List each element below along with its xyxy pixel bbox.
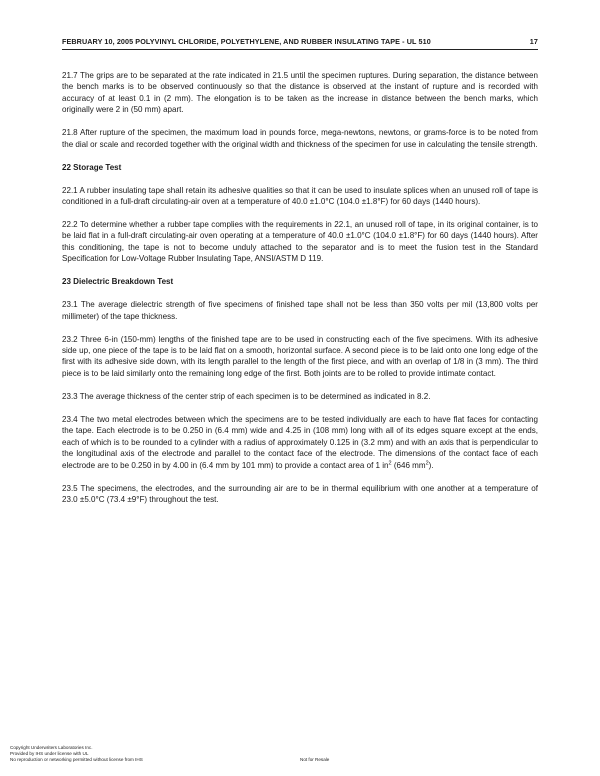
paragraph-23-5: 23.5 The specimens, the electrodes, and the surrounding air are to be in thermal equilibrium with one another at a temperature of 23.0 ±5.0°C (73.4 ±9°F) throughout the test. — [62, 483, 538, 504]
paragraph-22-2: 22.2 To determine whether a rubber tape complies with the requirements in 22.1, an unused roll of tape, in its original container, is to be laid flat in a full-draft circulating-air oven operating at a temperature of 40.0 ±1.0°C (104.0 ±1.8°F) for 60 days (1440 hours). After this conditioning, the tape is not to become unduly attached to the separator and is to meet the fusion test in the Standard Specification for Low-Voltage Rubber Insulating Tape, ANSI/ASTM D 119. — [62, 220, 538, 264]
header-title: FEBRUARY 10, 2005 POLYVINYL CHLORIDE, POLYETHYLENE, AND RUBBER INSULATING TAPE - UL 510 — [62, 37, 431, 46]
footer-line-2: Provided by IHS under license with UL — [10, 751, 89, 756]
section-heading-22: 22 Storage Test — [62, 162, 122, 172]
paragraph-23-4 — [62, 414, 538, 471]
paragraph-23-4-text-b: (646 mm — [391, 460, 426, 470]
footer-line-3: No reproduction or networking permitted without license from IHS — [10, 757, 143, 762]
page-number: 17 — [529, 37, 538, 46]
paragraph-22-1: 22.1 A rubber insulating tape shall retain its adhesive qualities so that it can be used to insulate splices when an unused roll of tape is conditioned in a full-draft circulating-air oven at a temperature of 40.0 ±1.0°C (104.0 ±1.8°F) for 60 days (1440 hours). — [62, 185, 538, 207]
section-heading-23: 23 Dielectric Breakdown Test — [62, 277, 174, 287]
paragraph-23-2: 23.2 Three 6-in (150-mm) lengths of the finished tape are to be used in constructing each of the five specimens. With its adhesive side up, one piece of the tape is to be laid flat on a smooth, horizontal surface. A second piece is to be laid onto one long edge of the first with its adhesive side down, with its length parallel to the length of the first piece, and with an overlap of 1/8 in (3 mm). The third piece is to be laid similarly onto the remaining long edge of the first. Both joints are to be rolled to provide intimate contact. — [62, 334, 538, 378]
running-header — [62, 37, 538, 50]
superscript: 2 — [425, 459, 429, 466]
footer-line-1: Copyright Underwriters Laboratories Inc. — [10, 745, 93, 750]
paragraph-23-4-text-c: ). — [428, 460, 434, 470]
paragraph-23-3: 23.3 The average thickness of the center strip of each specimen is to be determined as indicated in 8.2. — [62, 391, 431, 401]
not-for-resale-notice: Not for Resale — [300, 757, 330, 762]
superscript: 2 — [388, 459, 392, 466]
paragraph-21-8: 21.8 After rupture of the specimen, the maximum load in pounds force, mega-newtons, newtons, or grams-force is to be noted from the dial or scale and recorded together with the original width and thickness of the specimen for use in calculating the tensile strength. — [62, 128, 538, 149]
paragraph-23-1: 23.1 The average dielectric strength of five specimens of finished tape shall not be less than 350 volts per mil (13,800 volts per millimeter) of the tape thickness. — [62, 300, 538, 321]
paragraph-21-7: 21.7 The grips are to be separated at the rate indicated in 21.5 until the specimen ruptures. During separation, the distance between the bench marks is to be observed continuously so that the distance is observed at the instant of rupture and is recorded with accuracy of at least 0.1 in (2 mm). The elongation is to be taken as the increase in distance between the bench marks, which originally were 2 in (50 mm) apart. — [62, 71, 538, 115]
copyright-footer — [10, 745, 143, 763]
paragraph-23-4-text-a: 23.4 The two metal electrodes between which the specimens are to be tested individually are each to have flat faces for contacting the tape. Each electrode is to be 0.250 in (6.4 mm) wide and 4.25 in (108 mm) long with all of its edges square except at the ends, each of which is to be rounded to a cylinder with a radius of approximately 0.125 in (3.2 mm) and with an axis that is perpendicular to the longitudinal axis of the electrode and parallel to the contact face of the electrode. The dimensions of the contact face of each electrode are to be 0.250 in by 4.00 in (6.4 mm by 101 mm) to provide a contact area of 1 in — [62, 414, 538, 470]
document-body — [62, 70, 538, 517]
